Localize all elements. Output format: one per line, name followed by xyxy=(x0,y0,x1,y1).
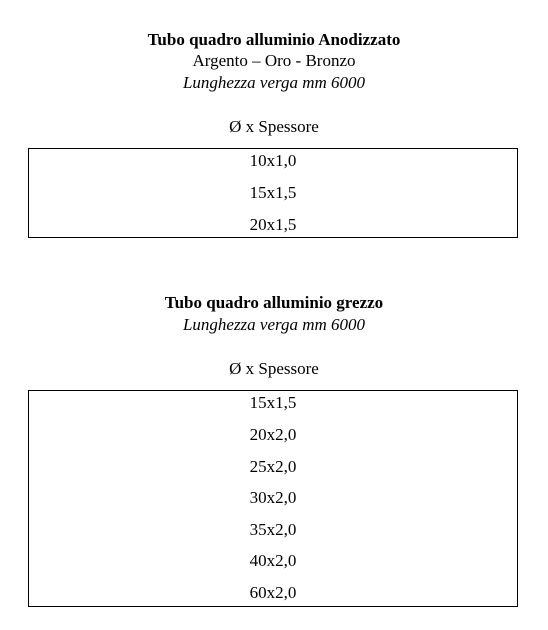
section1-size-row: 15x1,5 xyxy=(249,183,297,202)
section2-size-row: 30x2,0 xyxy=(249,488,297,507)
section2-size-row: 35x2,0 xyxy=(249,520,297,539)
section1-size-row: 20x1,5 xyxy=(249,215,297,234)
section2-size-row: 25x2,0 xyxy=(249,457,297,476)
section2-header: Ø x Spessore xyxy=(229,359,319,378)
section2-size-row: 40x2,0 xyxy=(249,551,297,570)
section2-size-row: 15x1,5 xyxy=(249,393,297,412)
section2-size-row: 20x2,0 xyxy=(249,425,297,444)
section1-size-table xyxy=(28,148,518,238)
section2-length: Lunghezza verga mm 6000 xyxy=(182,315,366,334)
section1-title: Tubo quadro alluminio Anodizzato xyxy=(147,30,401,49)
section2-size-row: 60x2,0 xyxy=(249,583,297,602)
section1-size-row: 10x1,0 xyxy=(249,151,297,170)
section2-title: Tubo quadro alluminio grezzo xyxy=(164,293,384,312)
section2-size-table xyxy=(28,390,518,607)
section1-header: Ø x Spessore xyxy=(229,117,319,136)
section1-length: Lunghezza verga mm 6000 xyxy=(182,73,366,92)
section1-colors: Argento – Oro - Bronzo xyxy=(192,51,356,70)
